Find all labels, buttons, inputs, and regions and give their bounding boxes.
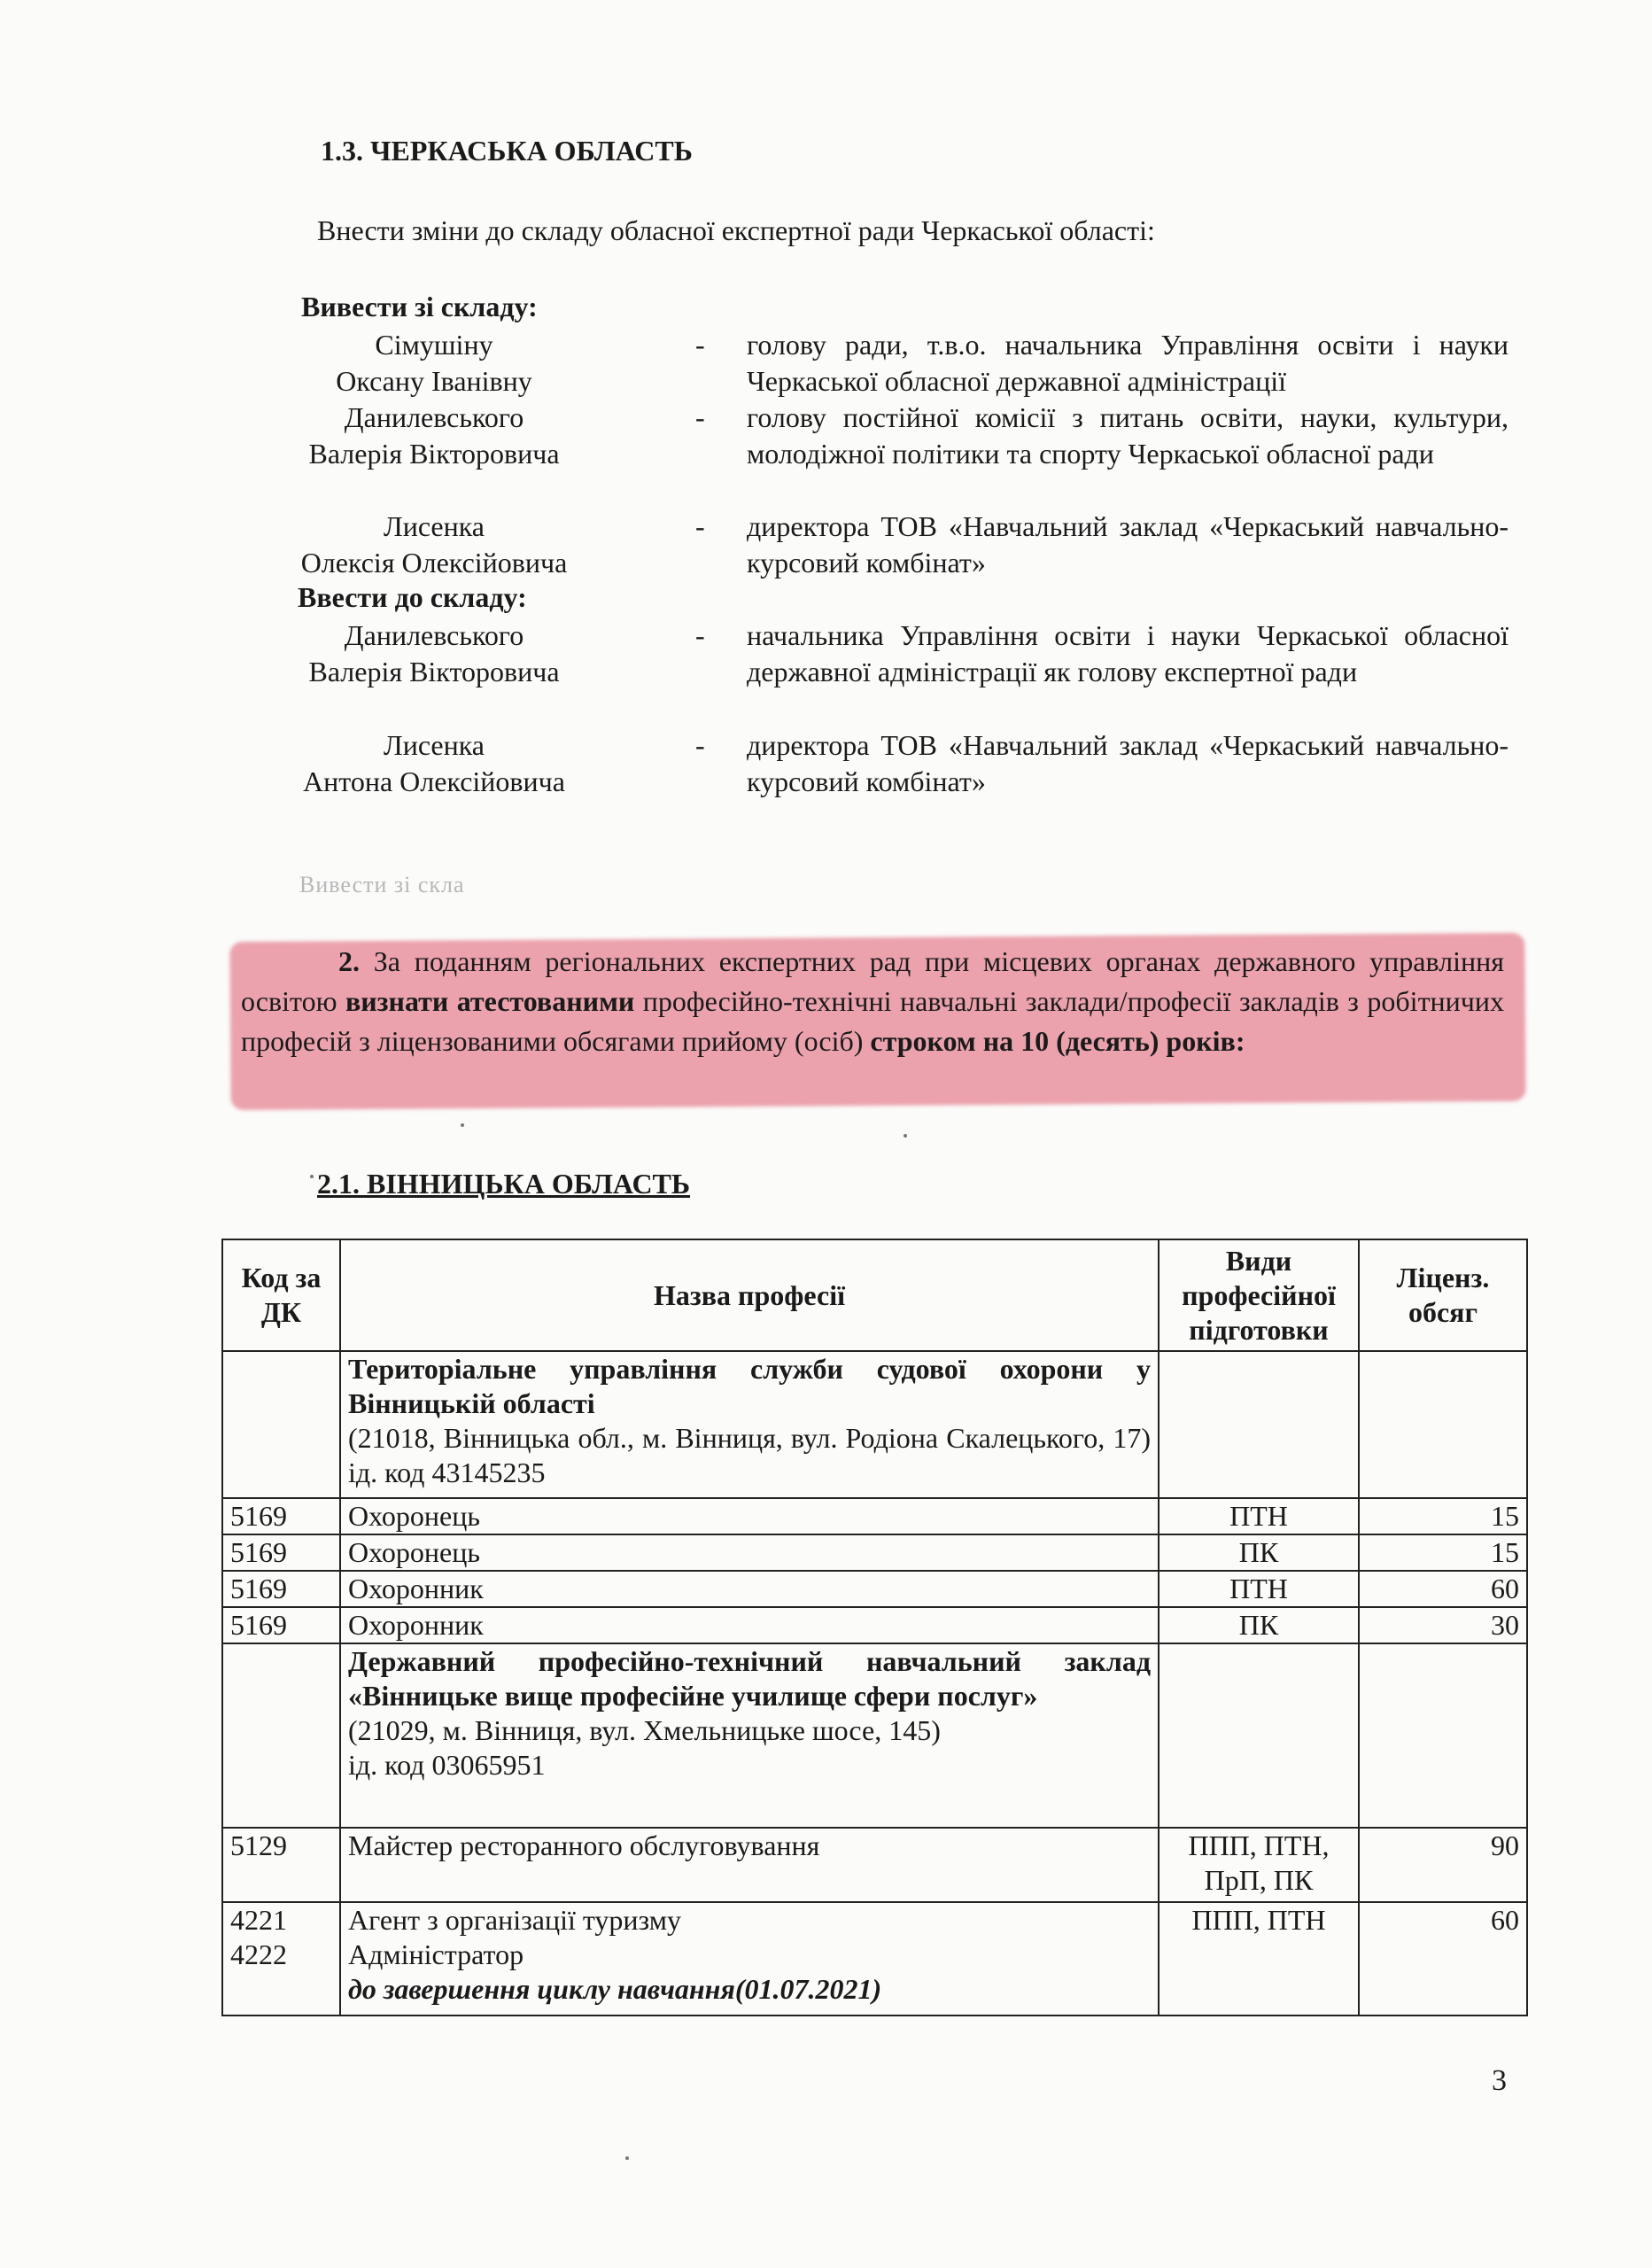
add-label: Ввести до складу: <box>298 581 527 613</box>
header-training: Види професійної підготовки <box>1159 1239 1359 1351</box>
member-role: директора ТОВ «Навчальний заклад «Черкаський навчально-курсовий комбінат» <box>747 729 1509 797</box>
member-name: Лисенка Антона Олексійовича <box>303 729 565 797</box>
scan-speck <box>310 1175 314 1178</box>
section-title-2-1: 2.1. ВІННИЦЬКА ОБЛАСТЬ <box>317 1168 691 1200</box>
dash: - <box>695 729 705 761</box>
member-name: Данилевського Валерія Вікторовича <box>308 619 560 687</box>
section-title-1-3: 1.3. ЧЕРКАСЬКА ОБЛАСТЬ <box>321 135 693 167</box>
scan-speck <box>461 1123 464 1127</box>
page-number: 3 <box>1492 2064 1507 2097</box>
org-row <box>222 1643 1527 1828</box>
header-code: Код за ДК <box>222 1239 340 1351</box>
member-role: голову постійної комісії з питань освіти, науки, культури, молодіжної політики та спорту Черкаської обласної ради <box>747 401 1509 470</box>
table-row: 5169 Охоронник ПТН 60 <box>222 1571 1527 1607</box>
org-cell: Територіальне управління служби судової охорони у Вінницькій області (21018, Вінницька обл., м. Вінниця, вул. Родіона Скалецького, 17) ід. код 43145235 <box>340 1351 1159 1498</box>
dash: - <box>695 510 705 542</box>
header-volume: Ліценз. обсяг <box>1359 1239 1527 1351</box>
table-row: 5129 Майстер ресторанного обслуговування ППП, ПТН, ПрП, ПК 90 <box>222 1828 1527 1902</box>
org-cell: Державний професійно-технічний навчальний заклад «Вінницьке вище професійне училище сфери послуг» (21029, м. Вінниця, вул. Хмельницьке шосе, 145) ід. код 03065951 <box>340 1643 1159 1828</box>
remove-label: Вивести зі складу: <box>301 291 538 322</box>
table-row: 4221 4222 Агент з організації туризму Адміністратор до завершення циклу навчання(01.07.2021) ППП, ПТН 60 <box>222 1902 1527 2016</box>
scan-speck <box>625 2156 629 2160</box>
scan-speck <box>904 1134 907 1138</box>
member-role: голову ради, т.в.о. начальника Управління освіти і науки Черкаської обласної державної адміністрації <box>747 329 1509 397</box>
member-name: Сімушіну Оксану Іванівну <box>336 329 532 397</box>
dash: - <box>695 619 705 651</box>
professions-table <box>221 1239 1528 2016</box>
table-row: 5169 Охоронець ПК 15 <box>222 1534 1527 1571</box>
org-row <box>222 1351 1527 1498</box>
member-role: начальника Управління освіти і науки Черкаської обласної державної адміністрації як голову експертної ради <box>747 619 1509 687</box>
faded-text: Вивести зі скла <box>299 872 465 897</box>
member-name: Данилевського Валерія Вікторовича <box>308 401 560 470</box>
section-intro: Внести зміни до складу обласної експертної ради Черкаської області: <box>317 214 1155 246</box>
table-row: 5169 Охоронник ПК 30 <box>222 1607 1527 1643</box>
dash: - <box>695 329 705 361</box>
dash: - <box>695 401 705 433</box>
header-profession: Назва професії <box>340 1239 1159 1351</box>
paragraph-2: 2. За поданням регіональних експертних рад при місцевих органах державного управління освітою визнати атестованими професійно-технічні навчальні заклади/професії закладів з робітничих професій з ліцензованими обсягами прийому (осіб) строком на 10 (десять) років: <box>241 945 1505 1057</box>
member-name: Лисенка Олексія Олексійовича <box>300 510 568 579</box>
table-row: 5169 Охоронець ПТН 15 <box>222 1498 1527 1534</box>
table-header-row <box>222 1239 1527 1351</box>
member-role: директора ТОВ «Навчальний заклад «Черкаський навчально-курсовий комбінат» <box>747 510 1509 579</box>
